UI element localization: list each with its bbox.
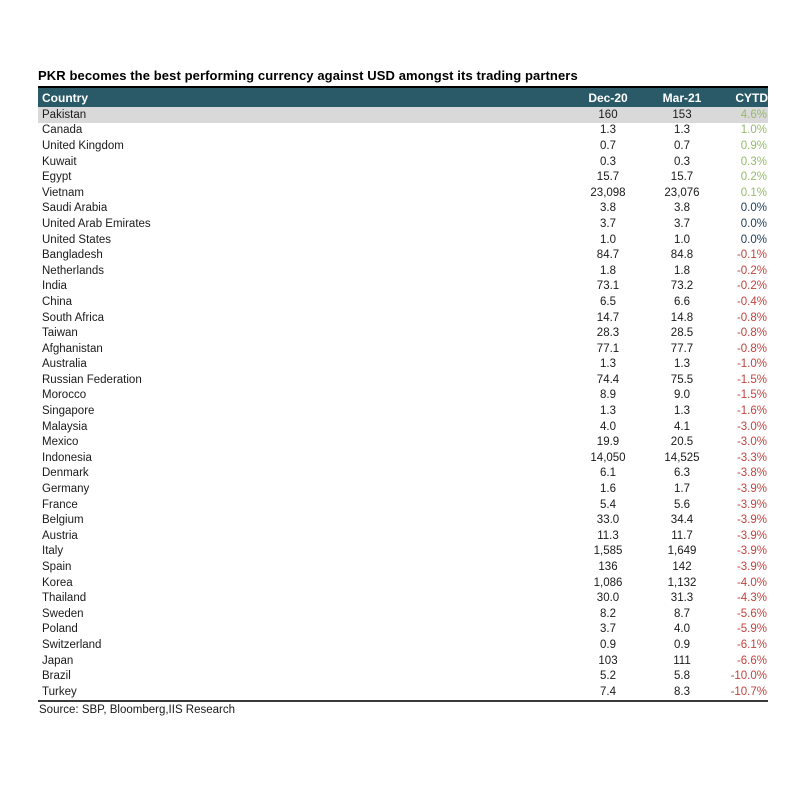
table-row: [38, 279, 768, 295]
table-row: [38, 403, 768, 419]
table-row: [38, 497, 768, 513]
table-row: [38, 590, 768, 606]
cell-dec20: 14.7: [596, 311, 620, 324]
cell-dec20: 1.6: [600, 483, 616, 496]
cell-cytd: -3.8%: [736, 467, 767, 480]
cell-country: Switzerland: [42, 638, 102, 651]
cell-dec20: 3.8: [600, 202, 616, 215]
cell-country: Turkey: [42, 685, 77, 698]
cell-country: Korea: [42, 576, 73, 589]
cell-cytd: -3.0%: [736, 436, 767, 449]
cell-cytd: -3.3%: [736, 451, 767, 464]
cell-cytd: 0.0%: [740, 217, 767, 230]
cell-dec20: 8.9: [600, 389, 616, 402]
cell-mar21: 11.7: [671, 529, 693, 542]
cell-country: Pakistan: [42, 108, 87, 121]
cell-mar21: 73.2: [670, 280, 694, 293]
cell-cytd: -0.4%: [736, 295, 767, 308]
cell-cytd: -6.1%: [736, 638, 767, 651]
cell-dec20: 7.4: [600, 685, 616, 698]
cell-dec20: 3.7: [600, 623, 616, 636]
table-row: [38, 637, 768, 653]
cell-cytd: -0.8%: [736, 311, 767, 324]
currency-table: [38, 86, 768, 702]
cell-dec20: 0.7: [600, 139, 616, 152]
cell-mar21: 3.7: [674, 217, 690, 230]
table-row: [38, 232, 768, 248]
table-row: [38, 216, 768, 232]
cell-country: Russian Federation: [42, 373, 142, 386]
cell-dec20: 160: [598, 108, 618, 121]
cell-country: Egypt: [42, 171, 72, 184]
cell-dec20: 103: [598, 654, 618, 667]
cell-dec20: 28.3: [596, 327, 620, 340]
table-row: [38, 154, 768, 170]
cell-cytd: -0.8%: [736, 327, 767, 340]
table-row: [38, 185, 768, 201]
table-row: [38, 419, 768, 435]
cell-country: Belgium: [42, 514, 84, 527]
cell-mar21: 23,076: [664, 186, 700, 199]
cell-dec20: 5.4: [600, 498, 616, 511]
cell-cytd: -3.0%: [736, 420, 767, 433]
cell-cytd: 0.1%: [740, 186, 767, 199]
cell-country: Kuwait: [42, 155, 77, 168]
cell-cytd: -3.9%: [736, 483, 767, 496]
cell-dec20: 74.4: [596, 373, 620, 386]
table-row: [38, 138, 768, 154]
table-row: [38, 544, 768, 560]
cell-country: China: [42, 295, 73, 308]
cell-cytd: -3.9%: [736, 529, 767, 542]
table-row: [38, 684, 768, 700]
column-header-country: Country: [42, 90, 88, 105]
table-row: [38, 169, 768, 185]
cell-cytd: 0.2%: [740, 171, 767, 184]
column-header-mar21: Mar-21: [662, 90, 702, 105]
cell-dec20: 1,585: [593, 545, 623, 558]
cell-country: France: [42, 498, 78, 511]
cell-mar21: 1.8: [674, 264, 690, 277]
cell-cytd: 0.3%: [740, 155, 767, 168]
cell-mar21: 31.3: [670, 592, 694, 605]
table-row: [38, 434, 768, 450]
cell-mar21: 8.3: [674, 685, 690, 698]
table-row: [38, 575, 768, 591]
cell-mar21: 77.7: [670, 342, 694, 355]
source-note: Source: SBP, Bloomberg,IIS Research: [39, 703, 236, 716]
cell-dec20: 0.3: [600, 155, 616, 168]
cell-cytd: -6.6%: [736, 654, 767, 667]
cell-cytd: -1.5%: [736, 373, 767, 386]
cell-country: Singapore: [42, 405, 95, 418]
cell-dec20: 6.5: [600, 295, 616, 308]
cell-mar21: 14,525: [664, 451, 700, 464]
cell-country: Afghanistan: [42, 342, 103, 355]
table-row: [38, 325, 768, 341]
cell-dec20: 6.1: [600, 467, 616, 480]
cell-mar21: 6.3: [674, 467, 690, 480]
cell-dec20: 33.0: [596, 514, 620, 527]
cell-country: Denmark: [42, 467, 89, 480]
cell-mar21: 3.8: [674, 202, 690, 215]
cell-country: Bangladesh: [42, 249, 103, 262]
cell-cytd: -4.0%: [736, 576, 767, 589]
cell-dec20: 23,098: [590, 186, 626, 199]
cell-cytd: 1.0%: [740, 124, 767, 137]
table-row: [38, 294, 768, 310]
cell-dec20: 4.0: [600, 420, 616, 433]
table-row: [38, 123, 768, 139]
table-row: [38, 668, 768, 684]
cell-cytd: -0.1%: [736, 249, 767, 262]
cell-cytd: -1.0%: [736, 358, 767, 371]
table-row: [38, 622, 768, 638]
cell-country: Saudi Arabia: [42, 202, 108, 215]
cell-cytd: -10.7%: [730, 685, 767, 698]
table-row: [38, 310, 768, 326]
column-header-dec20: Dec-20: [588, 90, 628, 105]
cell-cytd: -3.9%: [736, 514, 767, 527]
table-row: [38, 341, 768, 357]
cell-mar21: 34.4: [670, 514, 694, 527]
cell-dec20: 11.3: [597, 529, 619, 542]
cell-dec20: 0.9: [600, 638, 616, 651]
cell-country: Australia: [42, 358, 87, 371]
cell-country: Netherlands: [42, 264, 105, 277]
table-body: [38, 107, 768, 702]
cell-dec20: 5.2: [600, 670, 616, 683]
cell-dec20: 8.2: [600, 607, 616, 620]
currency-table-figure: [38, 68, 768, 716]
cell-mar21: 6.6: [674, 295, 690, 308]
table-row: [38, 357, 768, 373]
cell-country: Canada: [42, 124, 83, 137]
cell-cytd: -3.9%: [736, 545, 767, 558]
cell-dec20: 84.7: [596, 249, 620, 262]
cell-country: Poland: [42, 623, 78, 636]
cell-dec20: 14,050: [590, 451, 626, 464]
table-row: [38, 466, 768, 482]
cell-country: United Arab Emirates: [42, 217, 151, 230]
cell-country: Taiwan: [42, 327, 78, 340]
cell-country: Spain: [42, 561, 72, 574]
cell-dec20: 15.7: [596, 171, 620, 184]
cell-dec20: 1.3: [600, 405, 616, 418]
cell-mar21: 9.0: [674, 389, 690, 402]
cell-mar21: 142: [672, 561, 692, 574]
cell-cytd: -3.9%: [736, 561, 767, 574]
table-row: [38, 107, 768, 123]
cell-mar21: 28.5: [670, 327, 694, 340]
cell-dec20: 1.0: [600, 233, 616, 246]
cell-cytd: -0.2%: [736, 280, 767, 293]
cell-cytd: -3.9%: [736, 498, 767, 511]
table-row: [38, 653, 768, 669]
cell-mar21: 1.3: [674, 124, 690, 137]
cell-country: Japan: [42, 654, 74, 667]
cell-mar21: 1.3: [674, 358, 690, 371]
cell-mar21: 4.1: [674, 420, 690, 433]
page-title: PKR becomes the best performing currency against USD amongst its trading partners: [38, 68, 578, 83]
cell-country: United Kingdom: [42, 139, 124, 152]
cell-mar21: 0.9: [674, 638, 690, 651]
cell-country: Malaysia: [42, 420, 88, 433]
cell-cytd: -1.5%: [736, 389, 767, 402]
cell-mar21: 1,649: [667, 545, 697, 558]
cell-country: Morocco: [42, 389, 87, 402]
table-header: [38, 88, 768, 107]
cell-mar21: 15.7: [670, 171, 694, 184]
cell-dec20: 1.3: [600, 358, 616, 371]
cell-cytd: 0.9%: [740, 139, 767, 152]
cell-cytd: -0.8%: [736, 342, 767, 355]
cell-cytd: -5.6%: [736, 607, 767, 620]
cell-mar21: 0.7: [674, 139, 690, 152]
cell-dec20: 73.1: [596, 280, 620, 293]
cell-mar21: 20.5: [670, 436, 694, 449]
cell-country: South Africa: [42, 311, 105, 324]
cell-mar21: 8.7: [674, 607, 690, 620]
column-header-cytd: CYTD: [735, 90, 768, 105]
cell-country: Brazil: [42, 670, 71, 683]
cell-mar21: 1.3: [674, 405, 690, 418]
cell-mar21: 1.7: [674, 483, 690, 496]
table-row: [38, 606, 768, 622]
cell-dec20: 1.8: [600, 264, 616, 277]
cell-country: United States: [42, 233, 112, 246]
cell-mar21: 1.0: [674, 233, 690, 246]
table-row: [38, 559, 768, 575]
cell-dec20: 77.1: [596, 342, 620, 355]
cell-dec20: 3.7: [600, 217, 616, 230]
table-row: [38, 528, 768, 544]
cell-cytd: -1.6%: [736, 405, 767, 418]
cell-dec20: 136: [598, 561, 618, 574]
cell-country: Italy: [42, 545, 64, 558]
cell-country: Mexico: [42, 436, 79, 449]
table-row: [38, 481, 768, 497]
cell-mar21: 5.8: [674, 670, 690, 683]
cell-mar21: 153: [672, 108, 692, 121]
table-row: [38, 247, 768, 263]
cell-country: Vietnam: [42, 186, 84, 199]
table-row: [38, 512, 768, 528]
table-row: [38, 201, 768, 217]
cell-cytd: 0.0%: [740, 233, 767, 246]
cell-mar21: 84.8: [670, 249, 694, 262]
cell-mar21: 5.6: [674, 498, 690, 511]
cell-cytd: -4.3%: [736, 592, 767, 605]
table-row: [38, 372, 768, 388]
cell-dec20: 30.0: [596, 592, 620, 605]
cell-cytd: 0.0%: [740, 202, 767, 215]
cell-country: Thailand: [42, 592, 87, 605]
cell-country: Sweden: [42, 607, 84, 620]
cell-cytd: -10.0%: [730, 670, 767, 683]
cell-mar21: 1,132: [667, 576, 697, 589]
cell-country: Indonesia: [42, 451, 92, 464]
cell-cytd: 4.6%: [740, 108, 767, 121]
cell-dec20: 1,086: [593, 576, 623, 589]
cell-cytd: -5.9%: [736, 623, 767, 636]
cell-mar21: 111: [673, 654, 691, 667]
table-row: [38, 263, 768, 279]
cell-country: Austria: [42, 529, 78, 542]
cell-country: Germany: [42, 483, 90, 496]
cell-mar21: 14.8: [670, 311, 694, 324]
cell-country: India: [42, 280, 67, 293]
cell-dec20: 19.9: [596, 436, 620, 449]
cell-mar21: 0.3: [674, 155, 690, 168]
table-row: [38, 450, 768, 466]
table-row: [38, 388, 768, 404]
cell-mar21: 4.0: [674, 623, 690, 636]
cell-dec20: 1.3: [600, 124, 616, 137]
cell-mar21: 75.5: [670, 373, 694, 386]
cell-cytd: -0.2%: [736, 264, 767, 277]
